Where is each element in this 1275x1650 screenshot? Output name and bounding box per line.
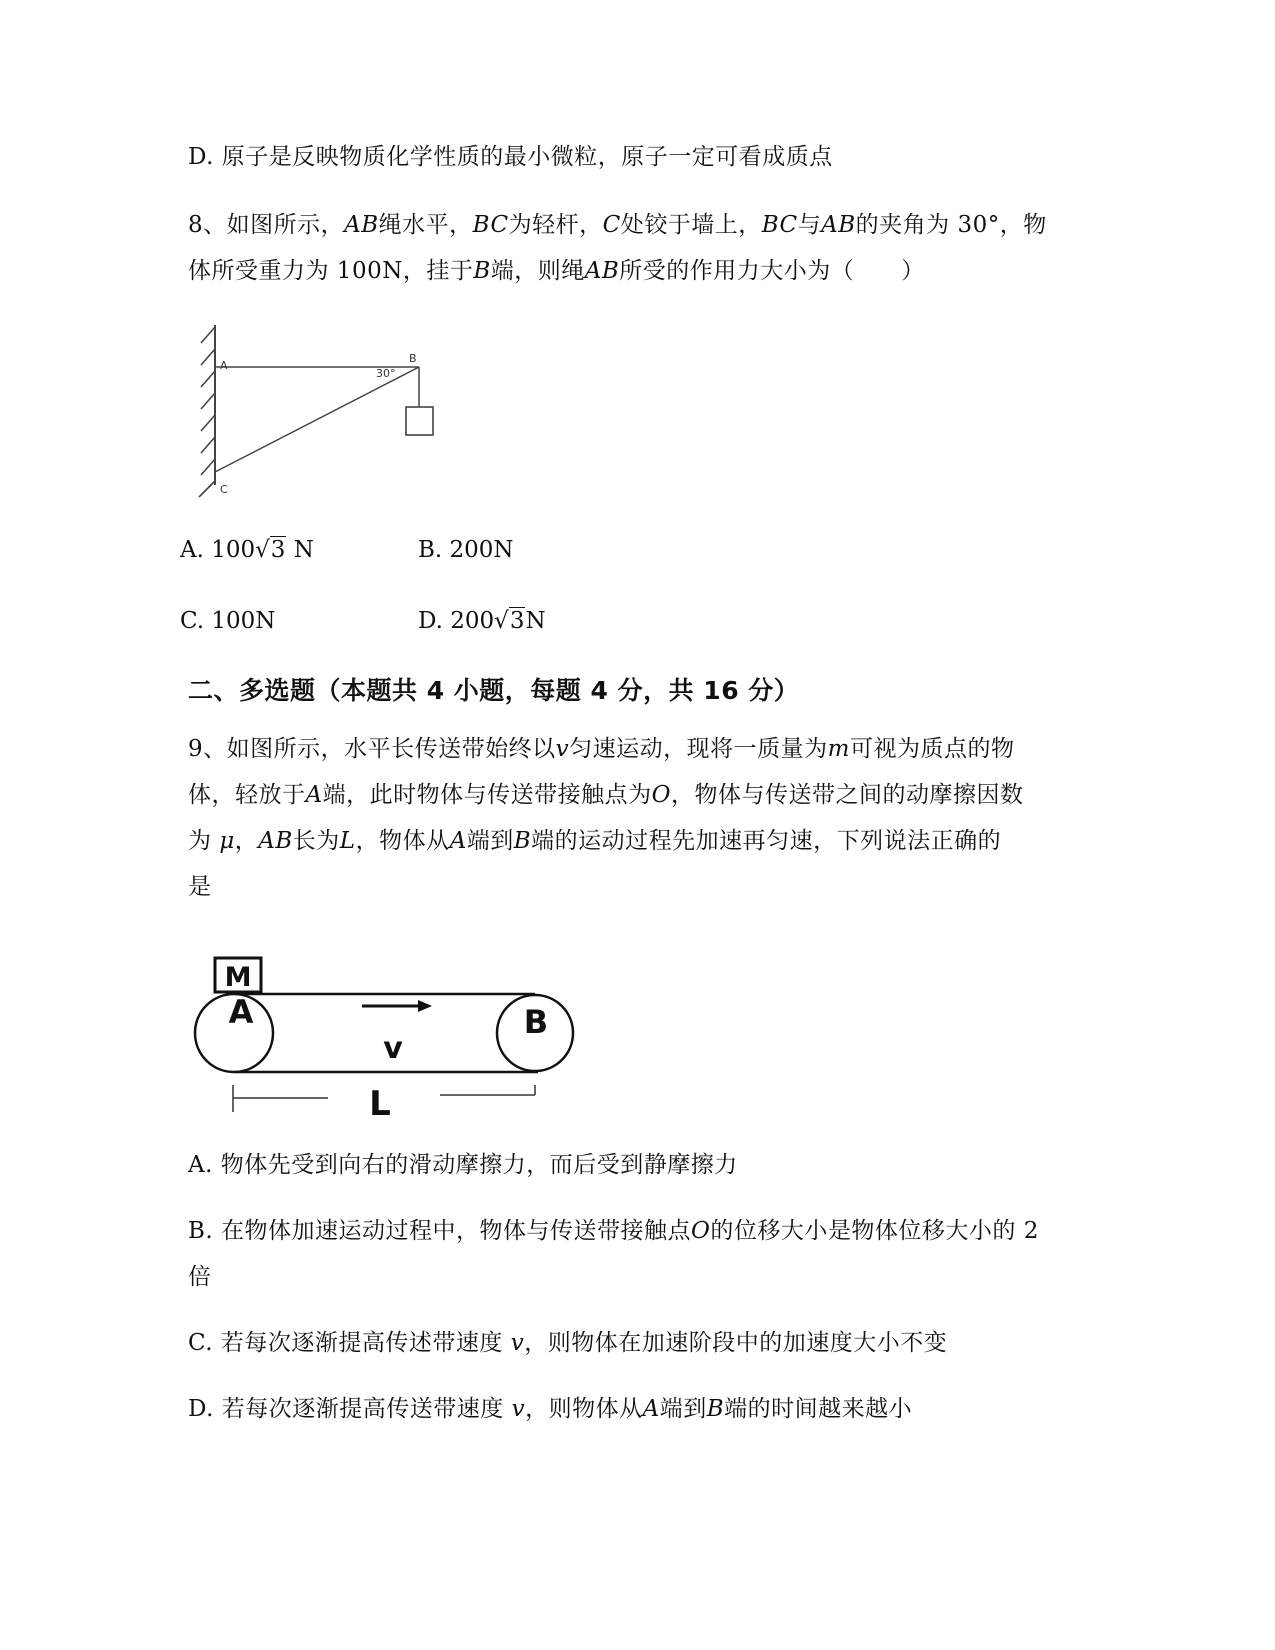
- q9-stem-line4: 是: [188, 874, 212, 900]
- weight-block: [406, 407, 433, 435]
- option-a-unit: N: [286, 537, 314, 563]
- q9-text: C. 若每次逐渐提高传述带速度: [188, 1330, 503, 1356]
- label-m: M: [224, 962, 252, 993]
- q9-option-d: [188, 1394, 912, 1424]
- q9-text: 端，此时物体与传送带接触点为: [322, 782, 652, 808]
- q9-text: B. 在物体加速运动过程中，物体与传送带接触点: [188, 1218, 692, 1244]
- q8-text: 与: [797, 212, 822, 238]
- q9-var: O: [691, 1218, 711, 1244]
- q8-text: 为轻杆，: [508, 212, 603, 238]
- q8-text: 端，则绳: [490, 258, 585, 284]
- rod-bc: [215, 367, 419, 472]
- q9-option-c: [188, 1328, 947, 1358]
- q9-option-b-line1: [188, 1216, 1039, 1246]
- q8-var: B: [473, 258, 491, 284]
- option-d-prefix: D. 200: [418, 608, 495, 634]
- label-b: B: [523, 1003, 549, 1041]
- q9-var: A: [449, 828, 467, 854]
- q9-text: ，则物体从: [525, 1396, 643, 1422]
- label-c: C: [220, 483, 228, 496]
- q9-stem-line3: [188, 826, 1001, 856]
- q8-option-c: C. 100N: [180, 608, 276, 634]
- q9-var: v: [510, 1330, 525, 1356]
- q9-text: 9、如图所示，水平长传送带始终以: [188, 736, 556, 762]
- q9-text: 长为: [292, 828, 340, 854]
- q8-var: AB: [821, 212, 856, 238]
- option-a-prefix: A. 100: [180, 537, 256, 563]
- q9-figure: [190, 955, 585, 1130]
- q9-var: A: [305, 782, 323, 808]
- label-a: A: [220, 359, 228, 372]
- q9-text: 端的运动过程先加速再匀速，下列说法正确的: [531, 828, 1002, 854]
- q9-text: 可视为质点的物: [849, 736, 1015, 762]
- q9-var: v: [511, 1396, 526, 1422]
- q8-var: BC: [472, 212, 509, 238]
- wall-hatch: [199, 327, 215, 497]
- q8-text: 的夹角为 30°，物: [855, 212, 1047, 238]
- label-a: A: [228, 993, 254, 1031]
- q9-text: 端的时间越来越小: [724, 1396, 913, 1422]
- q9-text: 端到: [659, 1396, 707, 1422]
- q8-var: BC: [761, 212, 798, 238]
- q9-option-b-line2: 倍: [188, 1264, 212, 1290]
- q8-var: AB: [584, 258, 620, 284]
- radicand: 3: [270, 537, 286, 563]
- q8-stem-line1: [188, 210, 1047, 240]
- q9-text: 体，轻放于: [188, 782, 306, 808]
- q8-var: AB: [344, 212, 379, 238]
- arrow-head: [418, 1000, 432, 1012]
- q9-option-a: A. 物体先受到向右的滑动摩擦力，而后受到静摩擦力: [188, 1152, 738, 1178]
- q8-text: 所受的作用力大小为（ ）: [619, 258, 925, 284]
- q8-stem-line2: [188, 256, 925, 286]
- q8-option-a: [180, 535, 314, 565]
- q8-text: 绳水平，: [378, 212, 473, 238]
- q9-var: L: [339, 828, 356, 854]
- q9-text: 端到: [466, 828, 514, 854]
- q9-text: ，则物体在加速阶段中的加速度大小不变: [524, 1330, 948, 1356]
- sqrt-symbol: √3: [494, 608, 525, 634]
- q9-var: m: [827, 736, 850, 762]
- q8-figure: [195, 325, 455, 515]
- radicand: 3: [509, 608, 525, 634]
- label-v: v: [383, 1031, 403, 1066]
- q8-text: 处铰于墙上，: [620, 212, 762, 238]
- q9-var: μ: [219, 828, 235, 854]
- q8-option-d: [418, 606, 546, 636]
- q9-var: AB: [258, 828, 293, 854]
- q8-option-b: B. 200N: [418, 537, 514, 563]
- q9-text: 的位移大小是物体位移大小的 2: [710, 1218, 1039, 1244]
- option-d-unit: N: [525, 608, 546, 634]
- section-heading: 二、多选题（本题共 4 小题，每题 4 分，共 16 分）: [188, 676, 800, 705]
- q8-text: 体所受重力为 100N，挂于: [188, 258, 474, 284]
- q8-var: C: [602, 212, 621, 238]
- q8-text: 8、如图所示，: [188, 212, 345, 238]
- q9-text: 为: [188, 828, 212, 854]
- q9-stem-line2: [188, 780, 1023, 810]
- q9-text: D. 若每次逐渐提高传送带速度: [188, 1396, 504, 1422]
- q9-var: B: [706, 1396, 725, 1422]
- q9-var: A: [642, 1396, 660, 1422]
- q9-text: ，物体从: [355, 828, 450, 854]
- q7-option-d: D. 原子是反映物质化学性质的最小微粒，原子一定可看成质点: [188, 144, 833, 170]
- q9-text: ，物体与传送带之间的动摩擦因数: [670, 782, 1024, 808]
- q9-var: O: [651, 782, 671, 808]
- q9-text: ，: [234, 828, 259, 854]
- q9-stem-line1: [188, 734, 1014, 764]
- q9-var: B: [513, 828, 532, 854]
- q9-var: v: [555, 736, 570, 762]
- label-l: L: [369, 1084, 391, 1124]
- sqrt-symbol: √3: [255, 537, 286, 563]
- q9-text: 匀速运动，现将一质量为: [569, 736, 828, 762]
- label-angle: 30°: [376, 367, 396, 380]
- label-b: B: [409, 352, 417, 365]
